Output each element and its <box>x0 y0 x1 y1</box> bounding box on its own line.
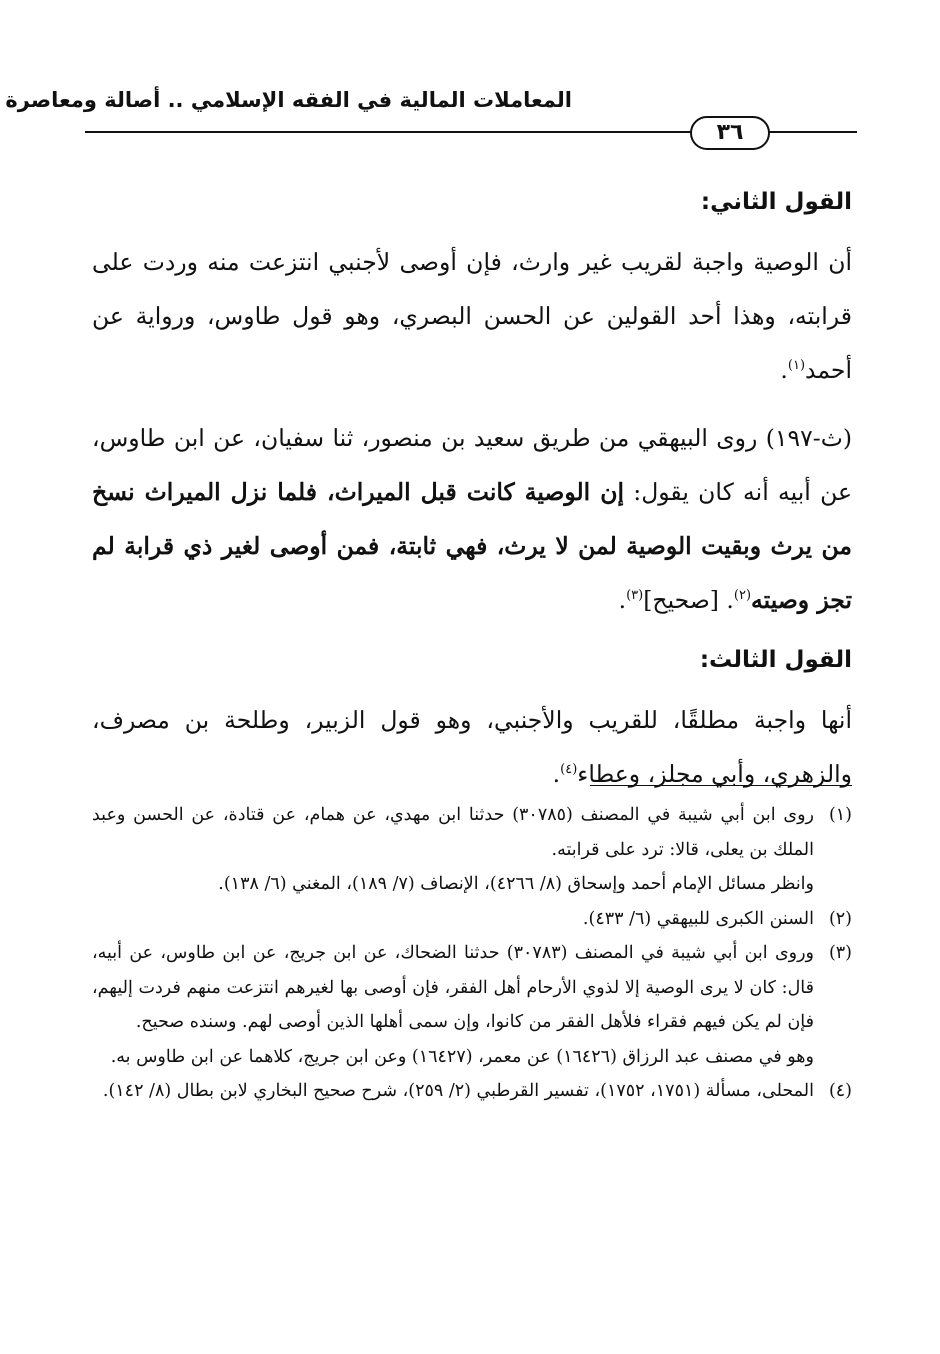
paragraph-text: أن الوصية واجبة لقريب غير وارث، فإن أوصى لأجنبي انتزعت منه وردت على قرابته، وهذا أحد القولين عن الحسن البصري، وهو قول طاوس، ورواية عن أحمد <box>92 248 852 384</box>
footnote-ref-3: (٣) <box>626 588 644 604</box>
footnote-text: روى ابن أبي شيبة في المصنف (٣٠٧٨٥) حدثنا ابن مهدي، عن همام، عن قتادة، عن الحسن وعبد الملك بن يعلى، قالا: ترد على قرابته. <box>92 805 814 860</box>
heading-third-opinion: القول الثالث: <box>699 647 852 673</box>
hadith-end: . <box>618 586 627 614</box>
footnote-number: (٤) <box>828 1081 852 1101</box>
footnotes <box>92 798 852 1109</box>
footnote-3-continuation: وهو في مصنف عبد الرزاق (١٦٤٢٦) عن معمر، (١٦٤٢٧) وعن ابن جريج، كلاهما عن ابن طاوس به. <box>110 1046 814 1067</box>
footnote-2 <box>92 902 852 937</box>
hadith-quote: إن الوصية كانت قبل الميراث، فلما نزل الميراث نسخ من يرث وبقيت الوصية لمن لا يرث، فهي ثابتة، فمن أوصى لغير ذي قرابة لم تجز وصيته <box>92 478 852 614</box>
paragraph-end: . <box>552 760 561 788</box>
footnote-rule <box>590 785 852 786</box>
footnote-1-continuation: وانظر مسائل الإمام أحمد وإسحاق (٨/ ٤٢٦٦)، الإنصاف (٧/ ١٨٩)، المغني (٦/ ١٣٨). <box>218 874 814 894</box>
footnote-text: وروى ابن أبي شيبة في المصنف (٣٠٧٨٣) حدثنا الضحاك، عن ابن جريج، عن ابن طاوس، عن أبيه، قال: كان لا يرى الوصية إلا لذوي الأرحام أهل الفقر، فإن أوصى بها لغيرهم انتزعت منهم فردت إليهم، فإن لم يكن فيهم فقراء فلأهل الفقر من كانوا، وإن سمى أهلها الذين أوصى لهم. وسنده صحيح. <box>92 943 814 1032</box>
heading-second-opinion: القول الثاني: <box>700 189 852 215</box>
footnote-ref-4: (٤) <box>560 762 578 778</box>
footnote-text: المحلى، مسألة (١٧٥١، ١٧٥٢)، تفسير القرطبي (٢/ ٢٥٩)، شرح صحيح البخاري لابن بطال (٨/ ١٤٢). <box>102 1081 814 1101</box>
footnote-1 <box>92 798 852 867</box>
paragraph-end: . <box>780 356 788 384</box>
page-number: ٣٦ <box>690 116 770 150</box>
running-title: المعاملات المالية في الفقه الإسلامي .. أصالة ومعاصرة <box>5 88 572 112</box>
footnote-number: (١) <box>828 805 852 825</box>
main-text <box>92 175 852 801</box>
hadith-grade: . [صحيح] <box>643 586 734 614</box>
footnote-number: (٢) <box>828 908 852 929</box>
paragraph-second-opinion <box>92 235 852 397</box>
paragraph-text: أنها واجبة مطلقًا، للقريب والأجنبي، وهو قول الزبير، وطلحة بن مصرف، والزهري، وأبي مجلز، وعطاء <box>92 706 852 788</box>
footnote-ref-2: (٢) <box>733 588 752 604</box>
hadith-intro: (ث-١٩٧) روى البيهقي من طريق سعيد بن منصور، ثنا سفيان، عن ابن طاوس، عن أبيه أنه كان يقول: <box>92 424 852 506</box>
footnote-3 <box>92 936 852 1040</box>
footnote-4 <box>92 1074 852 1109</box>
footnote-number: (٣) <box>828 943 852 963</box>
hadith-paragraph <box>92 411 852 627</box>
footnote-ref-1: (١) <box>787 358 806 374</box>
footnote-text: السنن الكبرى للبيهقي (٦/ ٤٣٣). <box>582 908 814 929</box>
